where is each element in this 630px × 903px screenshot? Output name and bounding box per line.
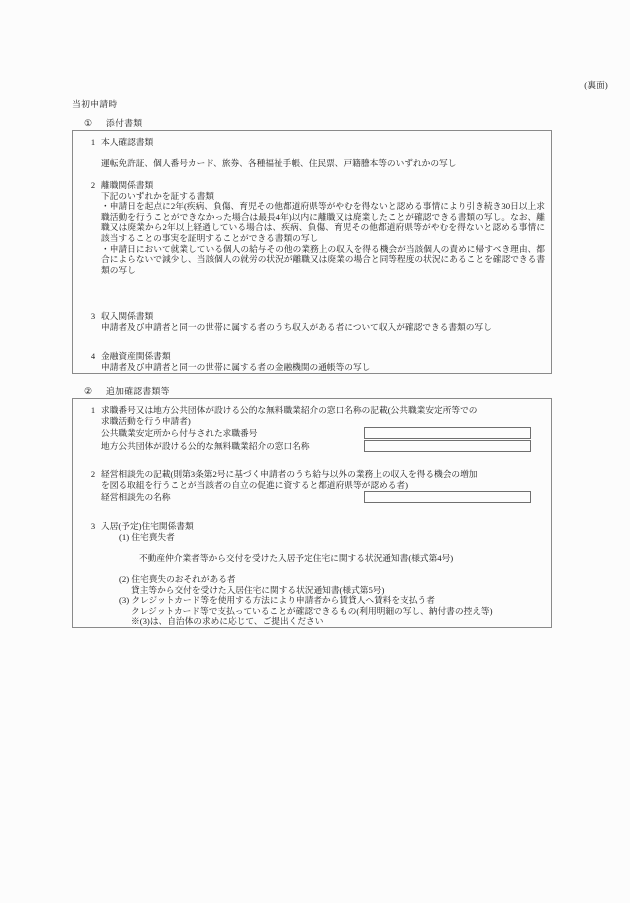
item-title-row (73, 405, 551, 416)
section-heading-additional (84, 384, 170, 397)
subitem-title-row (73, 574, 551, 585)
subitem-label: クレジットカード等を使用する方法により申請者から賃貸人へ賃料を支払う者 (131, 595, 435, 606)
form-field-row (73, 427, 551, 440)
item-title-row-cont (73, 480, 551, 491)
field-label: 経営相談先の名称 (101, 492, 171, 503)
list-item (73, 311, 551, 332)
item-body (73, 362, 551, 373)
item-title-line: を図る取組を行うことが当該者の自立の促進に資すると都道府県等が認める者) (101, 479, 408, 490)
item-number: 3 (90, 311, 96, 321)
item-title-line: 求職番号又は地方公共団体が設ける公的な無料職業紹介の窓口名称の記載(公共職業安定所等での (101, 405, 478, 415)
job-seeker-number-input[interactable] (364, 427, 531, 439)
attachments-box (72, 130, 552, 374)
spacer (73, 542, 551, 553)
item-number: 1 (90, 137, 96, 147)
item-title: 金融資産関係書類 (101, 351, 171, 361)
subitem-title-row (73, 595, 551, 606)
spacer (73, 563, 551, 574)
list-item (73, 521, 551, 627)
item-title-row (73, 137, 551, 148)
item-title-row-cont (73, 416, 551, 427)
management-consultation-name-input[interactable] (364, 491, 531, 503)
subitem-marker: (1) (119, 531, 130, 542)
item-number: 2 (90, 180, 96, 190)
subitem-note: ※(3)は、自治体の求めに応じて、ご提出ください (131, 616, 324, 627)
item-body-line: 運転免許証、個人番号カード、旅券、各種福祉手帳、住民票、戸籍謄本等のいずれかの写し (101, 158, 457, 169)
list-item (73, 180, 551, 275)
list-item (73, 137, 551, 169)
additional-documents-box (72, 398, 552, 628)
item-title-line: 経営相談先の記載(則第3条第2号に基づく申請者のうち給与以外の業務上の収入を得る機会の増加 (101, 469, 478, 479)
item-title-row (73, 311, 551, 322)
item-title-row (73, 521, 551, 532)
section-heading-attachments (84, 116, 142, 129)
section-label: 添付書類 (106, 118, 143, 128)
item-body-line: ・申請日において就業している個人の給与その他の業務上の収入を得る機会が当該個人の責めに帰すべき理由、都合によらないで減少し、当該個人の就労の状況が離職又は廃業の場合と同等程度の状況にあることを確認できる書類の写し (101, 243, 545, 275)
item-body (73, 322, 551, 333)
section-marker: ② (84, 386, 93, 396)
item-body (73, 148, 551, 169)
item-number: 2 (90, 469, 96, 479)
item-title: 入居(予定)住宅関係書類 (101, 521, 194, 531)
list-item (73, 351, 551, 372)
list-item (73, 469, 551, 504)
subitem-detail: クレジットカード等で支払っていることが確認できるもの(利用明細の写し、納付書の控え等) (131, 605, 493, 616)
item-title-line: 求職活動を行う申請者) (101, 415, 191, 426)
subitem-detail: 貸主等から交付を受けた入居住宅に関する状況通知書(様式第5号) (131, 584, 385, 595)
item-body-line: 申請者及び申請者と同一の世帯に属する者のうち収入がある者について収入が確認できる書類の写し (101, 321, 492, 332)
item-body-line: 下記のいずれかを証する書類 (101, 190, 214, 201)
item-body (73, 191, 551, 276)
subitem-marker: (2) (119, 573, 130, 584)
form-field-row (73, 440, 551, 453)
page-side-marker: (裏面) (584, 80, 608, 90)
field-label: 地方公共団体が設ける公的な無料職業紹介の窓口名称 (101, 441, 310, 452)
list-item (73, 405, 551, 453)
subitem-label: 住宅喪失者 (131, 531, 175, 542)
subitem-title-row (73, 532, 551, 543)
subitem-marker: (3) (119, 595, 130, 606)
item-body-line: 申請者及び申請者と同一の世帯に属する者の金融機関の通帳等の写し (101, 361, 371, 372)
item-title: 収入関係書類 (101, 311, 154, 321)
item-title: 本人確認書類 (101, 137, 154, 147)
field-label: 公共職業安定所から付与された求職番号 (101, 428, 258, 439)
section-label: 追加確認書類等 (106, 386, 170, 396)
document-title: 当初申請時 (72, 99, 118, 109)
item-title: 離職関係書類 (101, 180, 154, 190)
item-title-row (73, 351, 551, 362)
public-job-window-name-input[interactable] (364, 440, 531, 452)
item-title-row (73, 180, 551, 191)
section-marker: ① (84, 118, 93, 128)
item-number: 1 (90, 405, 96, 415)
item-number: 3 (90, 521, 96, 531)
subitem-label: 住宅喪失のおそれがある者 (131, 573, 236, 584)
form-field-row (73, 491, 551, 504)
spacer (101, 148, 545, 159)
subitem-detail: 不動産仲介業者等から交付を受けた入居予定住宅に関する状況通知書(様式第4号) (139, 552, 454, 563)
item-title-row (73, 469, 551, 480)
item-number: 4 (90, 351, 96, 361)
item-body-line: ・申請日を起点に2年(疾病、負傷、育児その他都道府県等がやむを得ないと認める事情により引き続き30日以上求職活動を行うことができなかった場合は最長4年)以内に離職又は廃業したことが確認できる書類の写し。なお、離職又は廃業から2年以上経過している場合は、疾病、負傷、育児その他都道府県等がやむを得ないと認める事情に該当することの事実を証明することができる書類の写し (101, 201, 545, 243)
